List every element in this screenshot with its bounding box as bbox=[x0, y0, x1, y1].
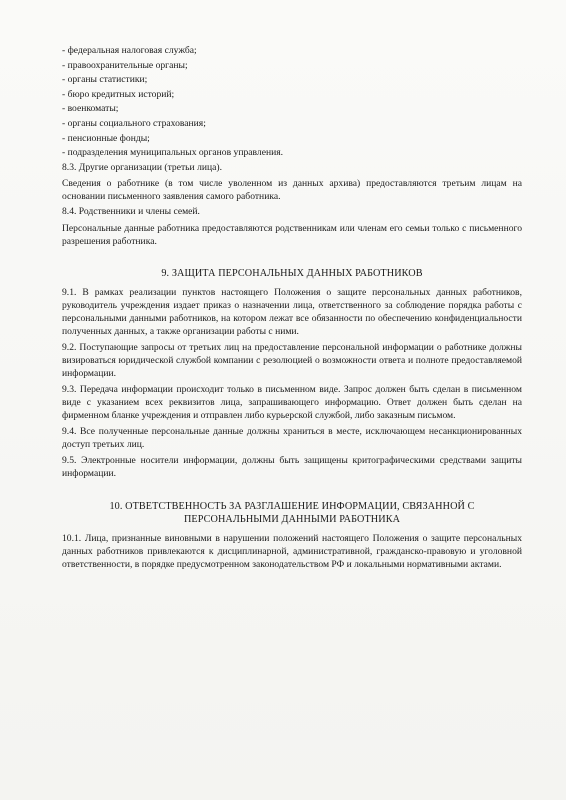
list-item: - подразделения муниципальных органов управления. bbox=[62, 147, 284, 159]
paragraph-9-1: 9.1. В рамках реализации пунктов настоящего Положения о защите персональных данных работников, руководитель учреждения издает приказ о назначении лица, ответственного за соблюдение порядка работы с персональными данными работников, на котором лежат все обязанности по обеспечению конфиденциальности полученных данных, а также организации работы с ними. bbox=[62, 286, 522, 337]
paragraph-9-4: 9.4. Все полученные персональные данные должны храниться в месте, исключающем несанкционированных доступ третьих лиц. bbox=[62, 425, 522, 450]
paragraph-9-5: 9.5. Электронные носители информации, должны быть защищены критографическими средствами защиты информации. bbox=[62, 454, 522, 479]
list-item: - бюро кредитных историй; bbox=[62, 88, 175, 100]
section-10-heading-line-2: ПЕРСОНАЛЬНЫМИ ДАННЫМИ РАБОТНИКА bbox=[183, 513, 401, 525]
list-item: - федеральная налоговая служба; bbox=[62, 45, 197, 56]
paragraph-8-3-title: 8.3. Другие организации (третьи лица). bbox=[62, 161, 222, 173]
paragraph-10-1: 10.1. Лица, признанные виновными в нарушении положений настоящего Положения о защите персональных данных работников привлекаются к дисциплинарной, административной, гражданско-правовую и уголовной ответственности, в порядке предусмотренном законодательством РФ и локальными нормативными актами. bbox=[62, 532, 522, 570]
paragraph-8-4-text: Персональные данные работника предоставляются родственникам или членам его семьи только с письменного разрешения работника. bbox=[62, 222, 522, 247]
list-item: - органы социального страхования; bbox=[62, 117, 206, 129]
paragraph-9-3: 9.3. Передача информации происходит только в письменном виде. Запрос должен быть сделан в письменном виде с указанием всех реквизитов лица, запрашивающего информацию. Ответ должен быть сделан на фирменном бланке учреждения и отправлен либо курьерской службой, либо заказным письмом. bbox=[62, 383, 522, 421]
list-item: - военкоматы; bbox=[62, 103, 119, 115]
section-10-heading bbox=[62, 500, 522, 526]
section-10-heading-line-1: 10. ОТВЕТСТВЕННОСТЬ ЗА РАЗГЛАШЕНИЕ ИНФОРМАЦИИ, СВЯЗАННОЙ С bbox=[109, 500, 475, 512]
list-item: - органы статистики; bbox=[62, 74, 148, 86]
list-item: - пенсионные фонды; bbox=[62, 132, 150, 144]
list-item: - правоохранительные органы; bbox=[62, 59, 188, 71]
paragraph-8-3-text: Сведения о работнике (в том числе уволенном из данных архива) предоставляются третьим лицам на основании письменного заявления самого работника. bbox=[62, 178, 522, 203]
section-9-heading: 9. ЗАЩИТА ПЕРСОНАЛЬНЫХ ДАННЫХ РАБОТНИКОВ bbox=[161, 267, 423, 279]
paragraph-9-2: 9.2. Поступающие запросы от третьих лиц на предоставление персональной информации о работнике должны визироваться юридической службой компании с резолюцией о возможности ответа и полноте предоставляемой информации. bbox=[62, 341, 522, 379]
list-items bbox=[62, 44, 522, 161]
paragraph-8-4-title: 8.4. Родственники и члены семей. bbox=[62, 206, 200, 218]
